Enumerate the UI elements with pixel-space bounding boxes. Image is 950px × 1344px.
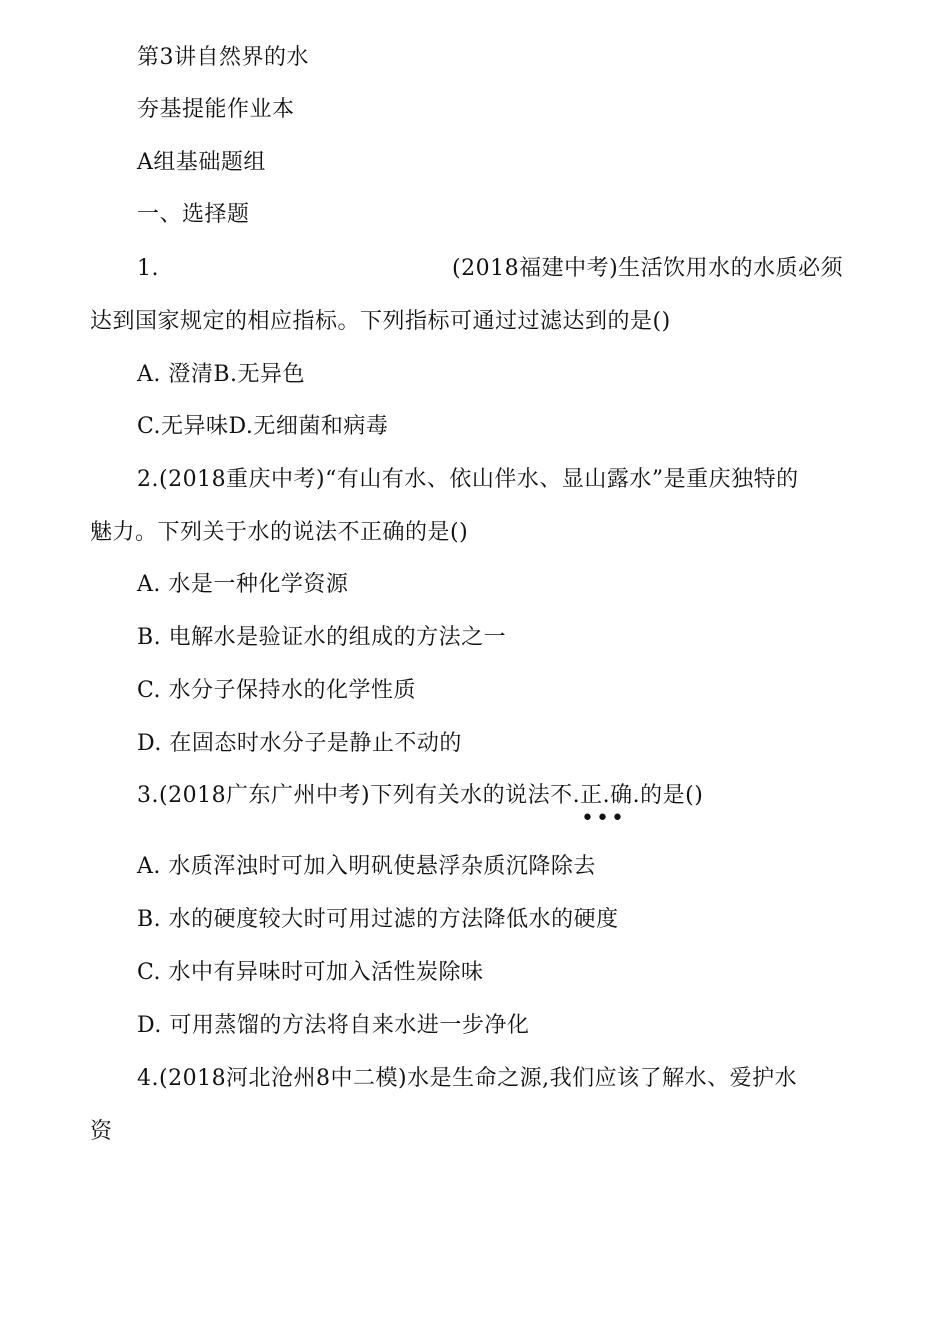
question-3-stem: 3.(2018广东广州中考)下列有关水的说法不.正.确.的是()	[137, 783, 704, 808]
lecture-title: 第3讲自然界的水	[137, 45, 309, 70]
question-4-stem-line1: 4.(2018河北沧州8中二模)水是生命之源,我们应该了解水、爱护水	[137, 1066, 798, 1091]
question-3-option-b: B. 水的硬度较大时可用过滤的方法降低水的硬度	[137, 907, 619, 932]
question-1-options-cd: C.无异味D.无细菌和病毒	[137, 414, 389, 439]
question-2-option-b: B. 电解水是验证水的组成的方法之一	[137, 625, 507, 650]
question-3-option-d: D. 可用蒸馏的方法将自来水进一步净化	[137, 1013, 530, 1038]
workbook-name: 夯基提能作业本	[137, 97, 295, 122]
section-title: 一、选择题	[137, 202, 250, 227]
question-1-options-ab: A. 澄清B.无异色	[137, 362, 306, 387]
question-3-option-c: C. 水中有异味时可加入活性炭除味	[137, 960, 484, 985]
question-2-stem-line1: 2.(2018重庆中考)“有山有水、依山伴水、显山露水”是重庆独特的	[137, 467, 799, 492]
question-1-stem-cont: 达到国家规定的相应指标。下列指标可通过过滤达到的是()	[90, 309, 671, 334]
question-2-option-c: C. 水分子保持水的化学性质	[137, 678, 417, 703]
question-4-stem-line2: 资	[90, 1119, 113, 1144]
question-2-option-d: D. 在固态时水分子是静止不动的	[137, 731, 462, 756]
question-1-number: 1.	[137, 256, 159, 281]
question-2-option-a: A. 水是一种化学资源	[137, 572, 349, 597]
question-1-stem-start: (2018福建中考)生活饮用水的水质必须	[452, 256, 844, 281]
question-2-stem-line2: 魅力。下列关于水的说法不正确的是()	[90, 520, 469, 545]
group-title: A组基础题组	[137, 150, 266, 175]
question-3-option-a: A. 水质浑浊时可加入明矾使悬浮杂质沉降除去	[137, 854, 596, 879]
question-3-emphasis-marks: •••	[581, 806, 626, 831]
